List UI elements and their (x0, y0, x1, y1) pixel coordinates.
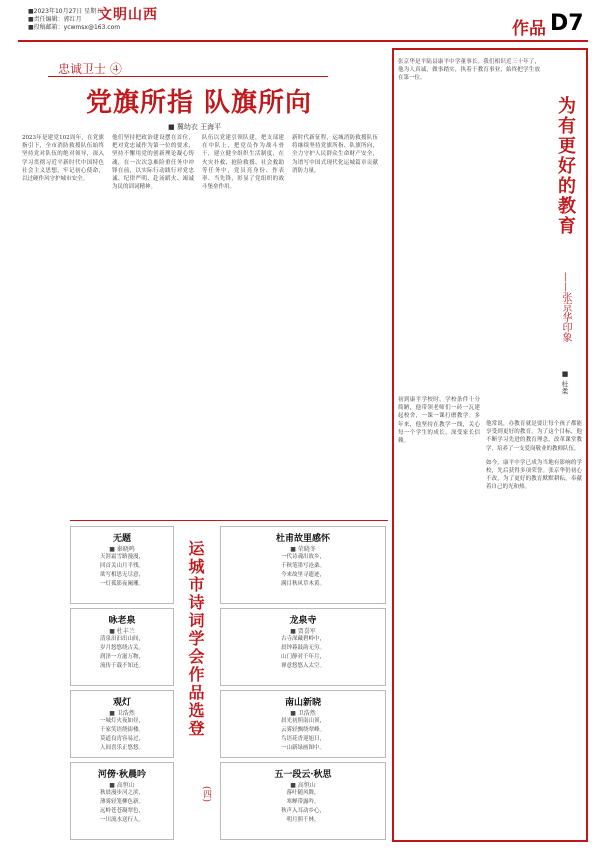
poem-line: 薄雾轻笼柳色新。 (99, 799, 144, 805)
article-column-4: 新时代新征程，运城消防救援队伍将继续坚持党旗所指、队旗所向，全力守护人民群众生命财产安全，为谱写中国式现代化运城篇章贡献消防力量。 (292, 135, 378, 174)
feature-title: 为有更好的教育 (555, 96, 576, 236)
poem-line: 流传千载不知还。 (99, 663, 144, 669)
feature-column-2: 初到康平学校时，学校条件十分简陋，他带领老师们一砖一瓦建起校舍，一课一课打磨教学。多年来，他坚持在教学一线，关心每一个学生的成长，深受家长信赖。 (398, 397, 480, 445)
poem-title: 无题 (112, 534, 131, 544)
page-header (0, 0, 600, 40)
poem-line: 明月照千林。 (286, 817, 320, 823)
poem-line: 晨光初照南山顶， (280, 718, 325, 724)
article-column-1: 2023年是建党102周年，在党旗指引下，全市消防救援队伍始终坚持党对队伍的绝对领导，深入学习贯彻习近平新时代中国特色社会主义思想，牢记初心使命，以过硬作风守护城市安全。 (22, 135, 104, 183)
article-title: 党旗所指 队旗所向 (86, 88, 313, 118)
poem-author: ■ 杜丰兰 (109, 628, 135, 635)
poem-title: 龙泉寺 (289, 616, 317, 626)
poem-line: 满目秋风草木黄。 (280, 581, 325, 587)
poem-line: 天涯霜雪路漫漫， (99, 554, 144, 560)
poem-line: 远岭苍苍凝翠色， (99, 808, 144, 814)
poem-line: 秋声入耳动乡心， (280, 808, 325, 814)
poem-line: 千秋笔墨写沧桑。 (280, 563, 325, 569)
poem-author: ■ 荣晓冬 (290, 546, 316, 553)
poem-card-3 (70, 608, 174, 686)
series-underline (48, 76, 328, 77)
poem-line: 禅意悠悠入太空。 (280, 663, 325, 669)
poem-line: 清泉汩汩出山间， (99, 636, 144, 642)
poem-line: 一城灯火夜如昼， (99, 718, 144, 724)
poem-line: 今来故里寻遗迹， (280, 572, 325, 578)
date-line: ■2023年10月27日 星期五 (28, 8, 103, 15)
poem-line: 寒蝉带露吟。 (286, 799, 320, 805)
poem-card-1 (70, 526, 174, 604)
poem-line: 岁月悠悠绕古关。 (99, 645, 144, 651)
poem-author: ■ 秦晓鸣 (109, 546, 135, 553)
poem-author: ■ 高恒山 (109, 782, 135, 789)
newspaper-logo: 文明山西 (98, 7, 158, 23)
editor-line: ■责任编辑：郭红月 (28, 16, 82, 23)
poem-line: 千家笑语绕街楼。 (99, 727, 144, 733)
poem-line: 一川流水送行人。 (99, 817, 144, 823)
series-label: 忠诚卫士 ④ (58, 62, 122, 76)
poem-line: 一代诗魂出故乡， (280, 554, 325, 560)
feature-author: ■ 杜柔 (561, 370, 569, 395)
feature-subtitle: ——张京华印象 (560, 272, 571, 342)
section-divider (70, 520, 388, 521)
poem-card-6 (220, 690, 386, 758)
poem-title: 南山新晓 (284, 698, 321, 708)
header-rule (18, 40, 588, 42)
poem-title: 河傍·秋晨吟 (97, 770, 147, 780)
article-byline: ■ 冀幼衣 王海平 (168, 123, 222, 131)
feature-column-3: 他常说，办教育就是要让每个孩子都能享受到更好的教育。为了这个目标，他不断学习先进的教育理念，改革课堂教学，培养了一支爱岗敬业的教师队伍。 如今，康平中学已成为当地有影响的学校，先后获得多项荣誉。张京华仍初心不改，为了更好的教育默默耕耘，奉献着自己的光和热。 (486, 421, 582, 491)
poem-card-2 (220, 526, 386, 604)
poem-section-title: 运城市诗词学会作品选登 (186, 540, 205, 738)
poem-title: 杜甫故里感怀 (275, 534, 330, 544)
poem-line: 一山新绿画图中。 (280, 745, 325, 751)
poem-line: 落叶随风舞， (286, 790, 320, 796)
poem-author: ■ 高恒山 (290, 782, 316, 789)
poem-line: 山门静对千年月， (280, 654, 325, 660)
feature-column-1: 张京华是平陆县康平中学董事长。我们相识近三十年了，他为人真诚，做事踏实，执着于教育事业，始终把学生放在第一位。 (398, 59, 540, 82)
poem-title: 观灯 (112, 698, 131, 708)
poem-line: 晨钟暮鼓韵无穷。 (280, 645, 325, 651)
poem-line: 秋晨漫步河之滨， (99, 790, 144, 796)
poem-line: 鸟语花香迎旭日， (280, 736, 325, 742)
poem-title: 咏老泉 (108, 616, 136, 626)
poem-line: 云雾轻飘绕翠峰。 (280, 727, 325, 733)
poem-line: 回首关山月半残。 (99, 563, 144, 569)
poem-section-number: (四) (201, 786, 211, 803)
email-line: ■投稿邮箱：ycwmsx@163.com (28, 24, 121, 31)
poem-line: 一灯孤影夜阑珊。 (99, 581, 144, 587)
article-column-2: 他们坚持把政治建设摆在首位，把对党忠诚作为第一位的要求，坚持不懈用党的创新理论凝心铸魂，在一次次急难险重任务中冲锋在前，以实际行动践行对党忠诚、纪律严明、赴汤蹈火、竭诚为民的训词精神。 (112, 135, 194, 191)
poem-card-4 (220, 608, 386, 686)
poem-line: 古寺深藏碧岭中， (280, 636, 325, 642)
article-column-3: 队伍以党建引领队建，把支部建在中队上，把党员作为战斗骨干，建立健全组织生活制度，在火灾扑救、抢险救援、社会救助等任务中，党员亮身份、作表率、当先锋，彰显了党组织的战斗堡垒作用。 (202, 135, 284, 191)
section-name: 作品 (512, 19, 546, 39)
poem-card-8 (220, 762, 386, 840)
poem-line: 莫道良宵容易过， (99, 736, 144, 742)
poem-card-7 (70, 762, 174, 840)
poem-title: 五一段云·秋思 (274, 770, 332, 780)
poem-line: 欲写相思无尽意， (99, 572, 144, 578)
feature-column-4: 如今，康平中学已成为当地有影响的学校，先后获得多项荣誉。张京华仍初心不改，为了更好的教育默默耕耘，奉献着自己的光和热。 (486, 459, 582, 491)
poem-card-5 (70, 690, 174, 758)
poem-author: ■ 卫浩然 (290, 710, 316, 717)
page-number: D7 (550, 11, 584, 36)
poem-author: ■ 贾喜军 (290, 628, 316, 635)
poem-line: 润泽一方滋万物， (99, 654, 144, 660)
poem-author: ■ 卫浩然 (109, 710, 135, 717)
poem-line: 人间喜乐正悠悠。 (99, 745, 144, 751)
